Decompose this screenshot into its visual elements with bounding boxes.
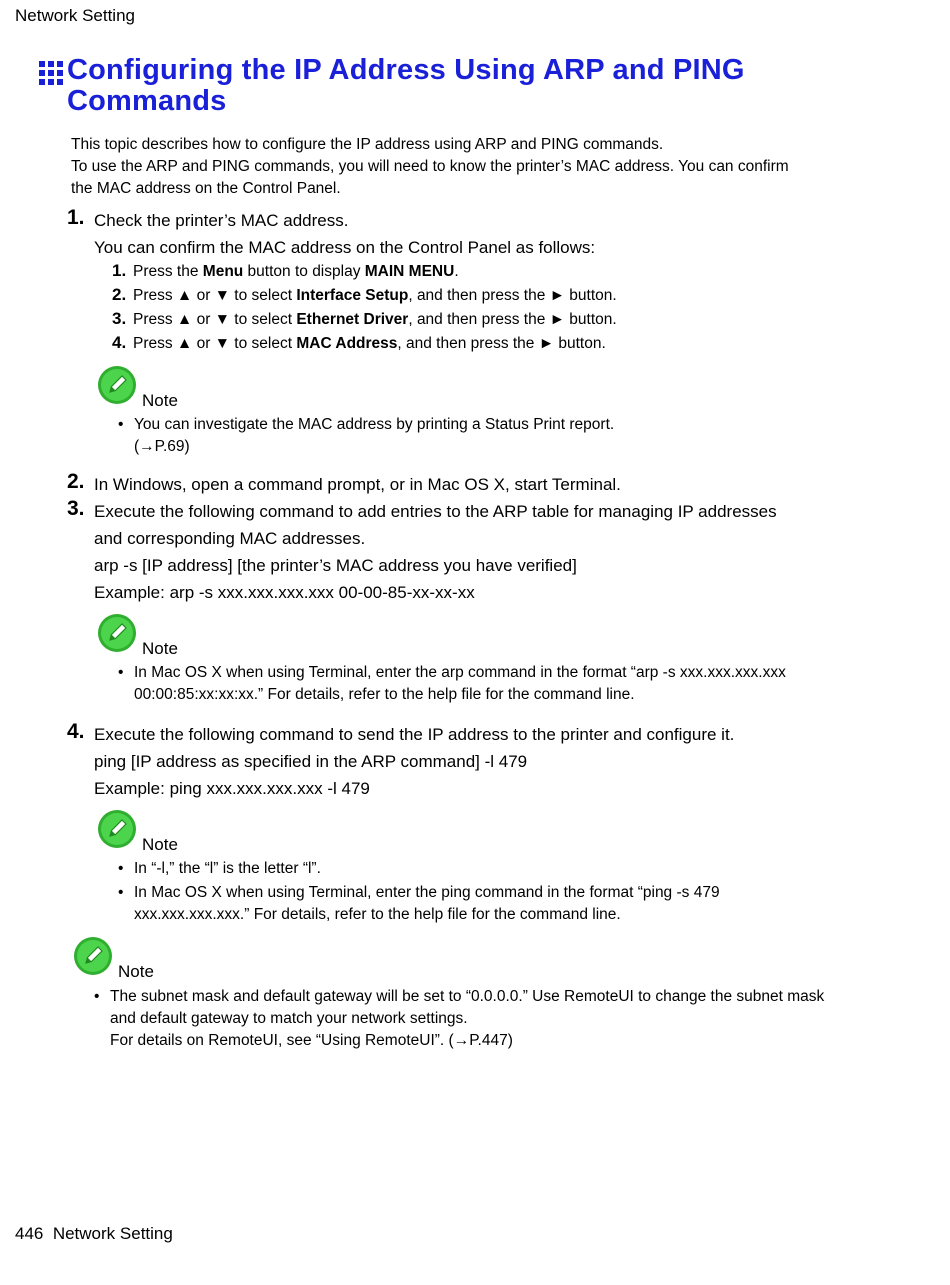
menu-item-label: MAC Address (296, 335, 398, 352)
intro-paragraph (71, 134, 851, 200)
note-bullet: • In Mac OS X when using Terminal, enter the ping command in the format “ping -s 479 xxx.xxx.xxx.xxx.” For details, refer to the help file for the command line. (118, 882, 720, 926)
note-bullet-text: In Mac OS X when using Terminal, enter the arp command in the format “arp -s xxx.xxx.xxx.xxx (134, 664, 786, 681)
substep-list (112, 261, 617, 357)
substep-number: 3. (112, 309, 127, 328)
intro-line: To use the ARP and PING commands, you will need to know the printer’s MAC address. You can confirm (71, 158, 789, 175)
substep-text: Press the (133, 263, 203, 280)
page-footer (15, 1224, 173, 1244)
command-example: Example: arp -s xxx.xxx.xxx.xxx 00-00-85-xx-xx-xx (94, 583, 475, 602)
substep-text: , and then press the ► button. (408, 311, 617, 328)
page-title-line2: Commands (67, 85, 227, 117)
page-title (67, 55, 827, 117)
step-text: Check the printer’s MAC address. (94, 211, 349, 230)
note-label: Note (142, 835, 178, 854)
note-bullet: • In Mac OS X when using Terminal, enter the arp command in the format “arp -s xxx.xxx.xxx.xxx 00:00:85:xx:xx:xx.” For details, refer to the help file for the command line. (118, 662, 786, 706)
footer-section: Network Setting (52, 1224, 173, 1243)
step-text: Execute the following command to send the IP address to the printer and configure it. (94, 725, 735, 744)
note-bullet: • The subnet mask and default gateway will be set to “0.0.0.0.” Use RemoteUI to change the subnet mask and default gateway to match your network settings. For details on RemoteUI, see “Using RemoteUI”. (→P.447) (94, 986, 824, 1052)
substep-item (112, 333, 617, 357)
running-header: Network Setting (15, 6, 135, 25)
note-bullet: • You can investigate the MAC address by printing a Status Print report. (→P.69) (118, 414, 614, 458)
note-label: Note (118, 962, 154, 981)
command-syntax: arp -s [IP address] [the printer’s MAC address you have verified] (94, 556, 577, 575)
note-label: Note (142, 639, 178, 658)
step-number: 1. (67, 206, 85, 229)
pencil-note-icon (97, 809, 137, 849)
substep-item (112, 261, 617, 285)
main-menu-label: MAIN MENU (364, 263, 455, 280)
intro-line: This topic describes how to configure the IP address using ARP and PING commands. (71, 136, 664, 153)
step-text-block (94, 498, 777, 606)
pencil-note-icon (97, 613, 137, 653)
substep-text: Press ▲ or ▼ to select (133, 335, 297, 352)
substep-text: Press ▲ or ▼ to select (133, 311, 297, 328)
note-label: Note (142, 391, 178, 410)
substep-text: Press ▲ or ▼ to select (133, 287, 297, 304)
step-number: 4. (67, 720, 85, 743)
note-bullet-text: 00:00:85:xx:xx:xx.” For details, refer to the help file for the command line. (134, 686, 635, 703)
substep-number: 1. (112, 261, 127, 280)
note-bullet-text: xxx.xxx.xxx.xxx.” For details, refer to the help file for the command line. (134, 906, 621, 923)
note-bullet: • In “-l,” the “l” is the letter “l”. (118, 858, 321, 880)
pencil-note-icon (73, 936, 113, 976)
step-text: In Windows, open a command prompt, or in Mac OS X, start Terminal. (94, 475, 621, 494)
substep-text: . (454, 263, 459, 280)
step-text-block (94, 721, 734, 802)
substep-text: button to display (243, 263, 365, 280)
pencil-note-icon (97, 365, 137, 405)
step-number: 3. (67, 497, 85, 520)
menu-button-label: Menu (202, 263, 244, 280)
command-syntax: ping [IP address as specified in the ARP command] -l 479 (94, 752, 528, 771)
grid-icon (39, 61, 63, 90)
page-number: 446 (15, 1224, 44, 1243)
note-bullet-text: You can investigate the MAC address by printing a Status Print report. (134, 416, 615, 433)
menu-item-label: Interface Setup (296, 287, 409, 304)
substep-item (112, 285, 617, 309)
substep-text: , and then press the ► button. (408, 287, 617, 304)
page-title-line1: Configuring the IP Address Using ARP and PING (67, 54, 745, 86)
page-reference-link[interactable]: (→P.69) (134, 438, 190, 455)
intro-line: the MAC address on the Control Panel. (71, 180, 341, 197)
command-example: Example: ping xxx.xxx.xxx.xxx -l 479 (94, 779, 370, 798)
note-bullet-text: In “-l,” the “l” is the letter “l”. (134, 860, 321, 877)
substep-text: , and then press the ► button. (397, 335, 606, 352)
menu-item-label: Ethernet Driver (296, 311, 409, 328)
note-bullet-text: In Mac OS X when using Terminal, enter the ping command in the format “ping -s 479 (134, 884, 720, 901)
step-text: Execute the following command to add entries to the ARP table for managing IP addresses (94, 502, 777, 521)
note-bullet-text: The subnet mask and default gateway will be set to “0.0.0.0.” Use RemoteUI to change the subnet mask (110, 988, 825, 1005)
step-text: and corresponding MAC addresses. (94, 529, 366, 548)
page-reference-link[interactable]: For details on RemoteUI, see “Using RemoteUI”. (→P.447) (110, 1032, 513, 1049)
step-number: 2. (67, 470, 85, 493)
step-detail: You can confirm the MAC address on the Control Panel as follows: (94, 238, 596, 257)
substep-number: 2. (112, 285, 127, 304)
substep-number: 4. (112, 333, 127, 352)
substep-item (112, 309, 617, 333)
note-bullet-text: and default gateway to match your network settings. (110, 1010, 468, 1027)
